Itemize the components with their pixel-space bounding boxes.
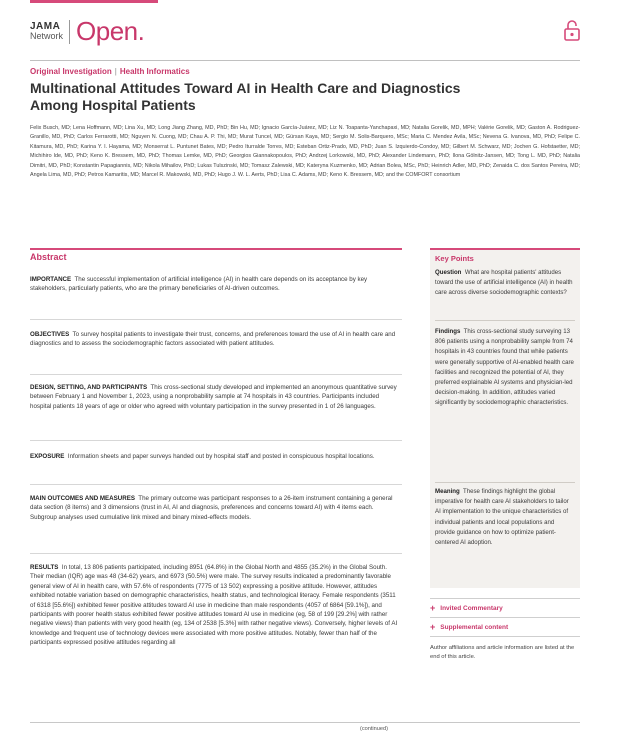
key-point-findings: [435, 327, 575, 409]
article-topic[interactable]: Health Informatics: [119, 67, 190, 76]
section-label: MAIN OUTCOMES AND MEASURES: [30, 495, 135, 502]
author-list: Felix Busch, MD; Lena Hoffmann, MD; Lina Xu, MD; Long Jiang Zhang, MD, PhD; Bin Hu, MD; Ignacio García-Juárez, MD; Liz N. Toapanta-Yanchapaxi, MD; Natalia Gorelik, MD, MPH; Valérie Gorelik, MD; Gaston A. Rodriguez-Granillo, MD, PhD; Carlos Ferrarotti, MD; Nguyen N. Cuong, MD; Chau A. P. Thi, MD; Murat Tuncel, MD; Gürsan Kaya, MD; Sergio M. Solis-Barquero, MSc; Maria C. Mendez Avila, MSc; Nevena G. Ivanova, MD, PhD; Felipe C. Kitamura, MD, PhD; Karina Y. I. Hayama, MD; Monserrat L. Puntunet Bates, MD; Pedro Iturralde Torres, MD; Esteban Ortiz-Prado, MD, PhD; Juan S. Izquierdo-Condoy, MD; Gilbert M. Schwarz, MD; Jochen G. Hofstaetter, MD; Michihiro Ide, MD, PhD; Keno K. Bressem, MD, PhD; Thomas Lemke, MD, PhD; Georgios Giannakopoulos, PhD; Andrzej Lorkowski, MD, PhD; Alexander Lindemann, PhD; Ilona Gölnitz-Jansen, MD; Tong L. MD, PhD; Natalia Dimitri, MD, PhD; Konstantin Papagiannis, MD; Nikola Mihailov, PhD; Lukas Tulszinski, MD; Tomasz Zalewski, MD; Kateryna Kuzmenko, MD; Adrian Bolea, MSc, PhD; Heinrich Adler, MD, PhD; Zenaida C. dos Santos Pereira, MD; Angela Lima, MD, PhD; Petros Kamaritis, MD; Marcel R. Makowski, MD, PhD; Hugo J. W. L. Aerts, PhD; Lisa C. Adams, MD; Keno K. Bressem, MD; and the COMFORT consortium: [30, 125, 580, 179]
key-points-divider: [435, 482, 575, 483]
abstract-importance: [30, 275, 402, 294]
key-point-label: Meaning: [435, 488, 460, 495]
key-point-text: This cross-sectional study surveying 13 806 patients using a nonprobability sample from 74 hospitals in 43 countries found that while patients were generally supportive of AI-enabled health care facilities and recognized the potential of AI, they preferred explainable AI systems and physician-led decision-making. In addition, attitudes varied significantly by sociodemographic characteristics.: [435, 328, 574, 407]
section-text: In total, 13 806 patients participated, including 8951 (64.8%) in the Global North and 4855 (35.2%) in the Global South. Their median (IQR) age was 48 (34-62) years, and 6973 (50.5%) were male. The survey results indicated a predominantly favorable general view of AI in health care, with 57.6% of respondents (7775 of 13 502) expressing a positive attitude. However, attitudes exhibited notable variation based on demographic characteristics, health status, and technological literacy. Female respondents (3511 of 6318 [55.6%]) exhibited fewer positive attitudes toward AI use in medicine than male respondents (4057 of 6864 [59.1%]), and participants with poorer health status exhibited fewer positive attitudes toward AI use in medicine (eg, 58 of 199 [29.2%] with rather negative views) than patients with very good health (eg, 134 of 2538 [5.3%] with rather negative views). Conversely, higher levels of AI knowledge and frequent use of technology devices were associated with more positive attitudes. Notably, fewer than half of the participants expressed positive attitudes regarding all: [30, 564, 398, 647]
section-divider: [30, 319, 402, 320]
article-title: Multinational Attitudes Toward AI in Health Care and Diagnostics Among Hospital Patients: [30, 80, 461, 113]
logo-small-text: [30, 22, 63, 41]
kicker-separator: |: [114, 67, 117, 76]
logo-jama-text: JAMA: [30, 21, 61, 32]
section-label: RESULTS: [30, 564, 59, 571]
section-label: EXPOSURE: [30, 453, 65, 460]
links-divider: [430, 636, 580, 637]
section-label: DESIGN, SETTING, AND PARTICIPANTS: [30, 384, 148, 391]
key-point-label: Findings: [435, 328, 461, 335]
key-point-question: [435, 268, 575, 299]
supplemental-content-label: Supplemental content: [440, 624, 509, 631]
key-points-divider: [435, 320, 575, 321]
author-affiliations-note: Author affiliations and article information are listed at the end of this article.: [430, 645, 575, 660]
header-divider: [30, 60, 580, 61]
footer-rule: [30, 722, 580, 723]
abstract-heading: Abstract: [30, 252, 67, 262]
section-divider: [30, 374, 402, 375]
abstract-outcomes: [30, 494, 402, 522]
key-points-rule: [430, 248, 580, 250]
invited-commentary-link[interactable]: [430, 604, 503, 613]
section-label: OBJECTIVES: [30, 331, 70, 338]
abstract-exposure: [30, 452, 402, 461]
plus-icon: +: [430, 622, 436, 632]
open-access-lock-icon: [563, 18, 581, 42]
section-text: The primary outcome was participant responses to a 26-item instrument containing a general data section (8 items) and 3 dimensions (trust in AI, AI and diagnosis, preferences and concerns toward AI) with 4 items each. Subgroup analyses used cumulative link mixed and binary mixed-effects models.: [30, 495, 393, 521]
abstract-design: [30, 383, 402, 411]
continued-label: (continued): [360, 726, 388, 732]
key-points-heading: Key Points: [435, 254, 474, 263]
key-point-label: Question: [435, 269, 462, 276]
links-divider: [430, 617, 580, 618]
section-text: The successful implementation of artificial intelligence (AI) in health care depends on its acceptance by key stakeholders, particularly patients, who are the primary beneficiaries of AI-driven outcomes.: [30, 276, 368, 293]
article-type: Original Investigation: [30, 67, 112, 76]
section-label: IMPORTANCE: [30, 276, 72, 283]
key-point-text: These findings highlight the global imperative for health care AI stakeholders to tailor AI implementation to the unique characteristics of individual patients and local populations and provide guidance on how to optimize patient-centered AI adoption.: [435, 488, 569, 547]
abstract-results: [30, 563, 402, 648]
article-kicker: [30, 67, 190, 76]
logo-network-text: Network: [30, 31, 64, 41]
section-divider: [30, 553, 402, 554]
section-divider: [30, 484, 402, 485]
section-text: To survey hospital patients to investigate their trust, concerns, and preferences toward the use of AI in health care and diagnostics and to assess the sociodemographic factors associated with patient attitudes.: [30, 331, 396, 348]
supplemental-content-link[interactable]: [430, 623, 508, 632]
plus-icon: +: [430, 603, 436, 613]
logo-divider: [69, 20, 70, 44]
invited-commentary-label: Invited Commentary: [440, 605, 503, 612]
key-point-meaning: [435, 487, 575, 548]
section-divider: [30, 440, 402, 441]
abstract-rule: [30, 248, 402, 250]
section-text: Information sheets and paper surveys handed out by hospital staff and posted in conspicuous hospital locations.: [67, 453, 375, 460]
abstract-objectives: [30, 330, 402, 349]
top-accent-rule: [30, 0, 158, 3]
links-divider: [430, 598, 580, 599]
key-point-text: What are hospital patients' attitudes toward the use of artificial intelligence (AI) in health care across diverse sociodemographic contexts?: [435, 269, 573, 297]
jama-network-open-logo[interactable]: [30, 16, 144, 47]
section-text: This cross-sectional study developed and implemented an anonymous quantitative survey between February 1 and November 1, 2023, using a nonprobability sample at 74 hospitals in 43 countries. Participants included hospital patients 18 years of age or older who agreed with voluntary participation in the survey presented in 1 of 26 languages.: [30, 384, 397, 410]
logo-open-text: Open.: [76, 16, 145, 46]
